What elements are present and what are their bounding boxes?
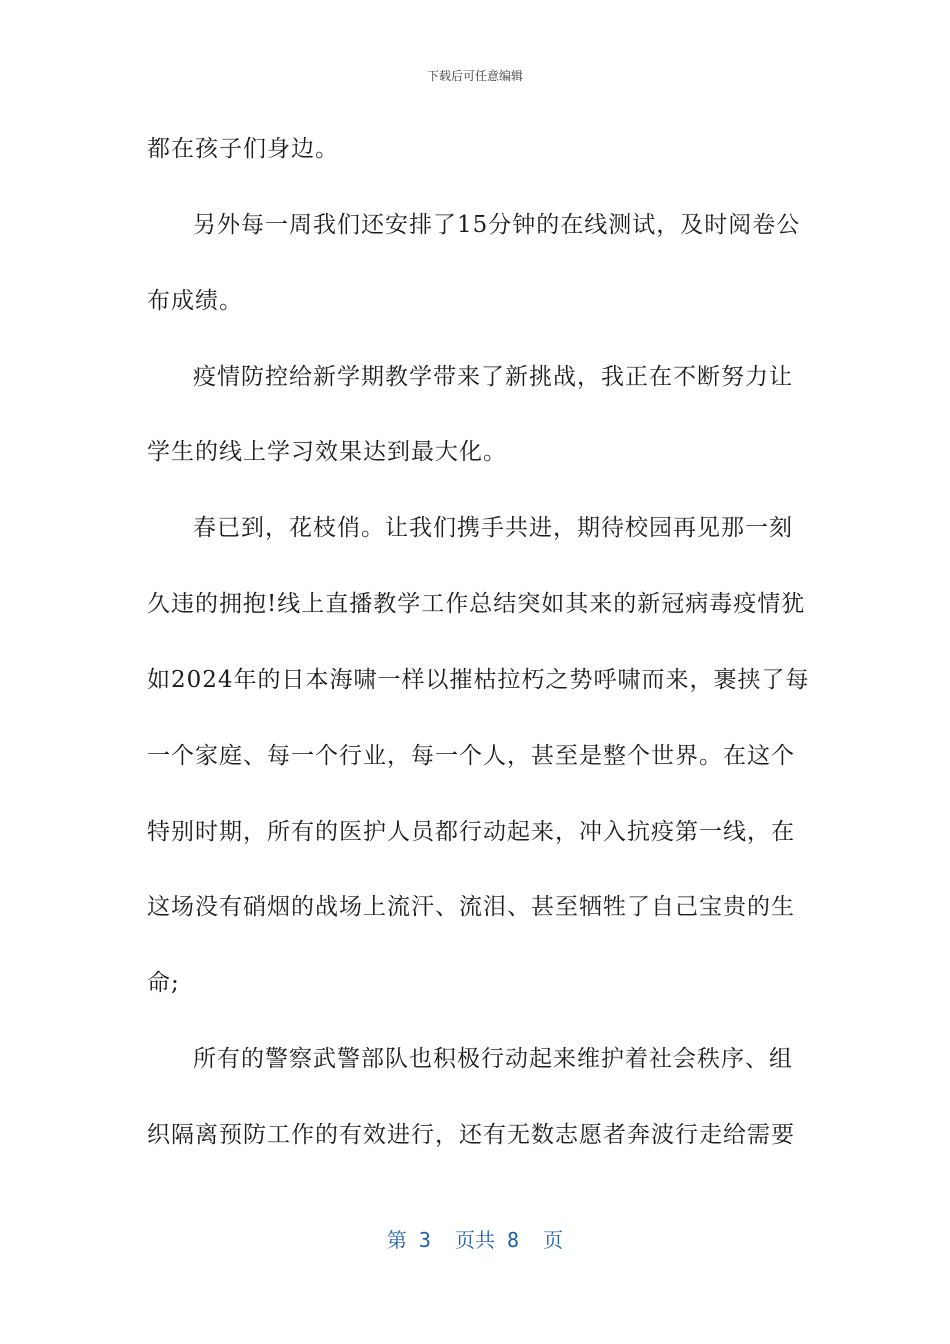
text-line: 如2024年的日本海啸一样以摧枯拉朽之势呼啸而来，裹挟了每 — [147, 667, 810, 693]
text-line: 都在孩子们身边。 — [147, 136, 339, 162]
text-line: 久违的拥抱!线上直播教学工作总结突如其来的新冠病毒疫情犹 — [147, 591, 806, 617]
text-line: 一个家庭、每一个行业，每一个人，甚至是整个世界。在这个 — [147, 743, 795, 769]
text-line: 春已到，花枝俏。让我们携手共进，期待校园再见那一刻 — [193, 515, 793, 541]
text-line: 学生的线上学习效果达到最大化。 — [147, 439, 507, 465]
text-line: 所有的警察武警部队也积极行动起来维护着社会秩序、组 — [193, 1046, 793, 1072]
text-line: 织隔离预防工作的有效进行，还有无数志愿者奔波行走给需要 — [147, 1122, 795, 1148]
page-number-footer: 第 3 页共 8 页 — [386, 1228, 564, 1252]
text-line: 特别时期，所有的医护人员都行动起来，冲入抗疫第一线，在 — [147, 819, 795, 845]
page-header: 下载后可任意编辑 — [426, 69, 523, 83]
text-line: 布成绩。 — [147, 288, 243, 314]
text-line: 这场没有硝烟的战场上流汗、流泪、甚至牺牲了自己宝贵的生 — [147, 894, 795, 920]
text-line: 另外每一周我们还安排了15分钟的在线测试，及时阅卷公 — [193, 212, 801, 238]
text-line: 疫情防控给新学期教学带来了新挑战，我正在不断努力让 — [193, 364, 793, 390]
text-line: 命; — [147, 970, 180, 996]
